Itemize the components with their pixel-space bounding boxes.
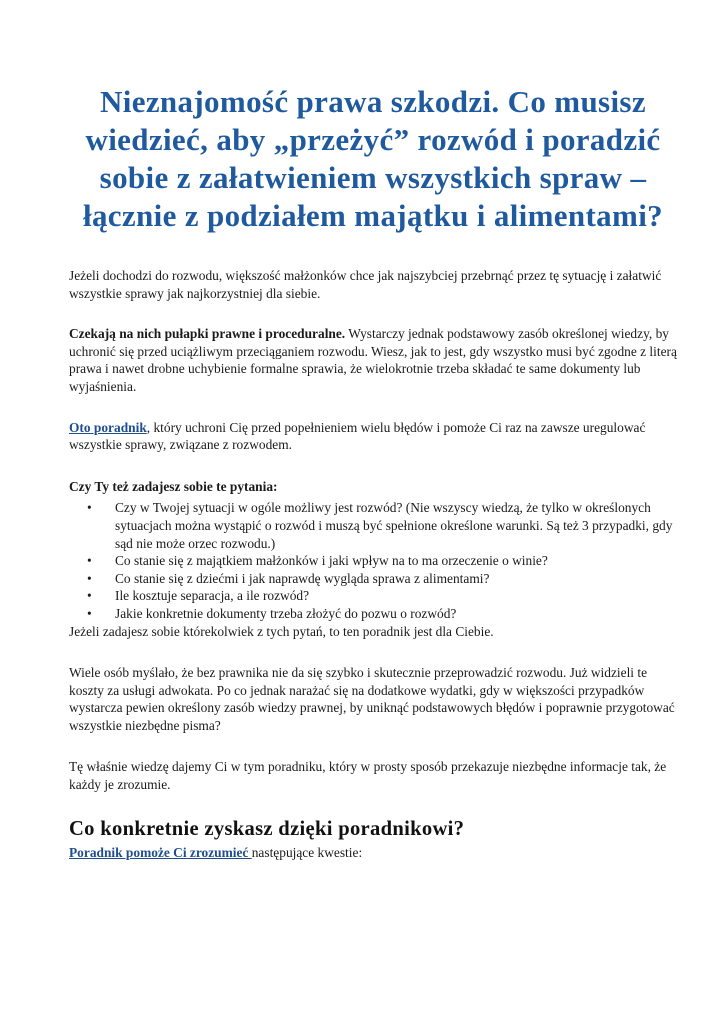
list-item: • Czy w Twojej sytuacji w ogóle możliwy jest rozwód? (Nie wszyscy wiedzą, że tylko w określonych sytuacjach można wystąpić o rozwód i muszą być spełnione określone warunki. Są też 3 przypadki, gdy sąd nie może orzec rozwodu.) [115, 499, 679, 552]
benefits-intro-text: następujące kwestie: [251, 844, 363, 860]
list-item: • Co stanie się z dziećmi i jak naprawdę wygląda sprawa z alimentami? [115, 570, 679, 588]
pitfalls-text: Wystarczy jednak podstawowy zasób określonej wiedzy, by uchronić się przed uciążliwym przeciąganiem rozwodu. Wiesz, jak to jest, gdy wszystko musi być zgodne z literą prawa i nawet drobne uchybienie formalne sprawia, że wielokrotnie trzeba składać te same dokumenty lub wyjaśnienia. [69, 326, 677, 394]
questions-list [69, 499, 679, 622]
pitfalls-paragraph [69, 325, 679, 395]
pitfalls-bold-lead: Czekają na nich pułapki prawne i proceduralne. [69, 326, 346, 342]
document-page [69, 83, 679, 861]
intro-paragraph: Jeżeli dochodzi do rozwodu, większość małżonków chce jak najszybciej przebrnąć przez tę sytuację i załatwić wszystkie sprawy jak najkorzystniej dla siebie. [69, 268, 662, 301]
guide-paragraph [69, 419, 679, 454]
benefits-heading: Co konkretnie zyskasz dzięki poradnikowi? [69, 817, 465, 840]
document-title: Nieznajomość prawa szkodzi. Co musisz wiedzieć, aby „przeżyć” rozwód i poradzić sobie z załatwieniem wszystkich spraw – łącznie z podziałem majątku i alimentami? [82, 84, 664, 233]
questions-conclusion: Jeżeli zadajesz sobie którekolwiek z tych pytań, to ten poradnik jest dla Ciebie. [69, 623, 494, 639]
guide-link[interactable]: Oto poradnik [69, 419, 147, 435]
list-item: • Co stanie się z majątkiem małżonków i jaki wpływ na to ma orzeczenie o winie? [115, 552, 679, 570]
lawyer-paragraph: Wiele osób myślało, że bez prawnika nie da się szybko i skutecznie przeprowadzić rozwodu. Już widzieli te koszty za usługi adwokata. Po co jednak narażać się na dodatkowe wydatki, gdy w większości przypadków wystarcza pewien określony zasób wiedzy prawnej, by uniknąć podstawowych błędów i poprawnie przygotować wszystkie niezbędne pisma? [69, 665, 675, 733]
knowledge-paragraph: Tę właśnie wiedzę dajemy Ci w tym poradniku, który w prosty sposób przekazuje niezbędne informacje tak, że każdy je zrozumie. [69, 759, 667, 793]
list-item: • Jakie konkretnie dokumenty trzeba złożyć do pozwu o rozwód? [115, 605, 679, 623]
list-item: • Ile kosztuje separacja, a ile rozwód? [115, 587, 679, 605]
guide-text: , który uchroni Cię przed popełnieniem wielu błędów i pomoże Ci raz na zawsze uregulować wszystkie sprawy, związane z rozwodem. [69, 419, 646, 453]
questions-heading: Czy Ty też zadajesz sobie te pytania: [69, 478, 278, 494]
understand-link[interactable]: Poradnik pomoże Ci zrozumieć [69, 844, 252, 860]
benefits-intro [69, 844, 679, 862]
